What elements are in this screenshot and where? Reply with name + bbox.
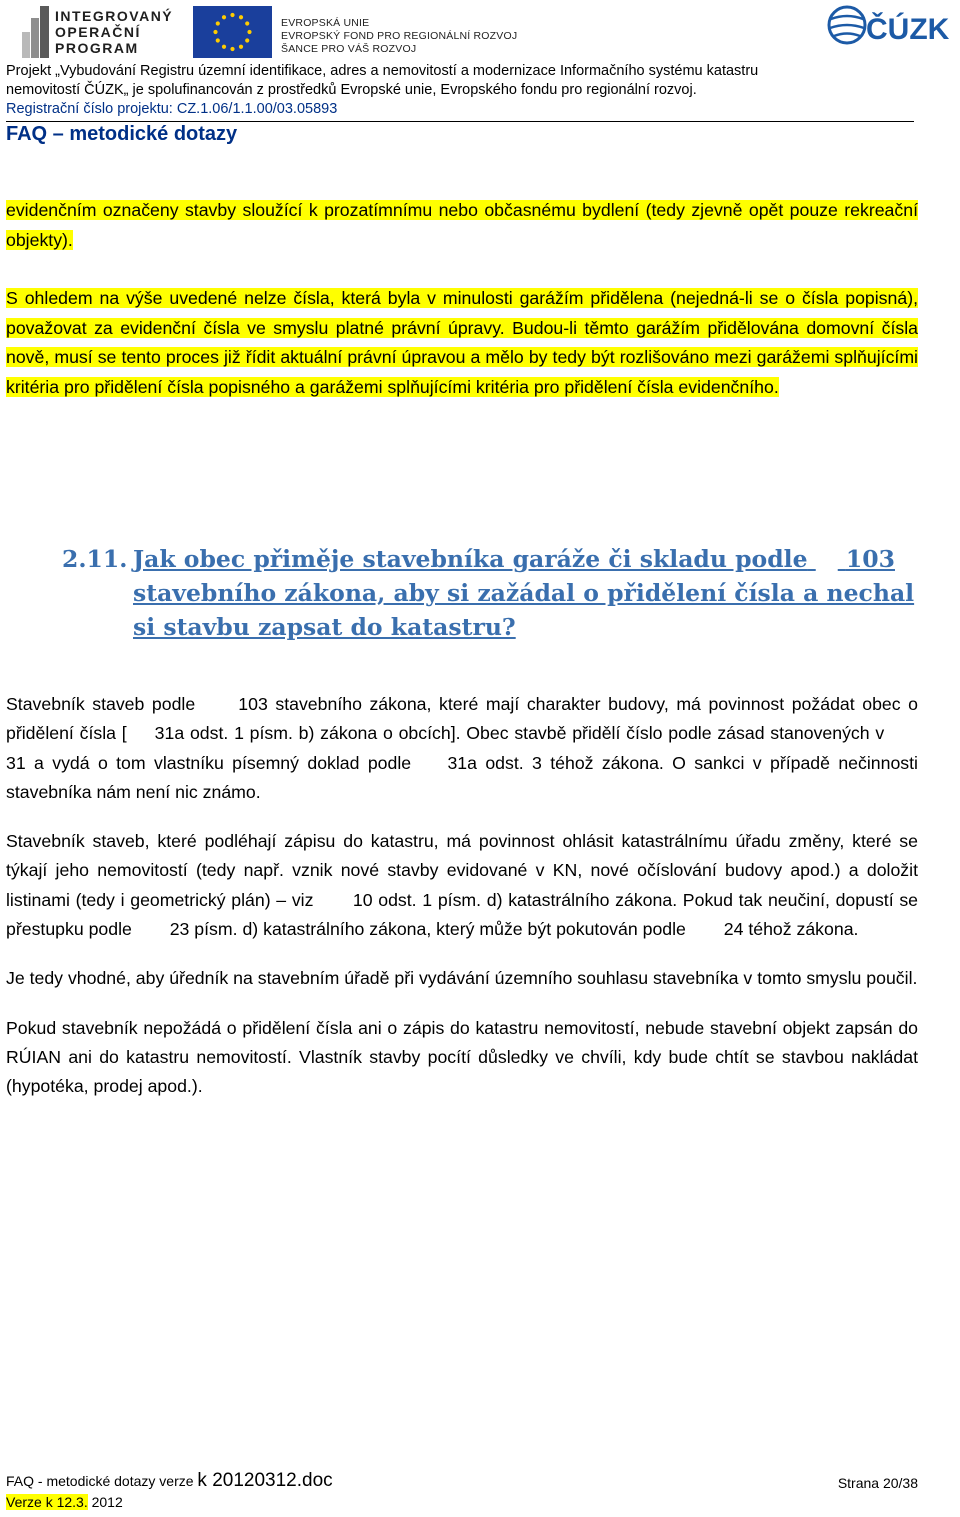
star-icon (247, 30, 251, 34)
project-line-2: nemovitostí ČÚZK„ je spolufinancován z prostředků Evropské unie, Evropského fondu pro regionální rozvoj. (6, 82, 697, 98)
footer-version: Verze k 12.3. 2012 (6, 1494, 123, 1510)
section-sign-icon (419, 749, 447, 778)
paragraph: Stavebník staveb podle 103 stavebního zákona, které mají charakter budovy, má povinnost požádat obec o přidělení čísla [ 31a odst. 1 písm. b) zákona o obcích]. Obec stavbě přidělí číslo podle zásad stanovených v 31 a vydá o tom vlastníku písemný doklad podle 31a odst. 3 téhož zákona. O sankci v případě nečinnosti stavebníka nám není nic známo. (6, 690, 918, 807)
eu-flag-icon (193, 6, 272, 58)
star-icon (222, 15, 226, 19)
star-icon (216, 21, 220, 25)
star-icon (230, 13, 234, 17)
footer-page-number: Strana 20/38 (837, 1475, 918, 1491)
section-heading (62, 542, 922, 644)
heading-text: Jak obec přiměje stavebníka garáže či skladu podle 103 stavebního zákona, aby si zažádal o přidělení čísla a nechal si stavbu zapsat do katastru? (133, 542, 922, 644)
section-sign-icon (127, 719, 155, 748)
section-sign-icon (890, 719, 918, 748)
project-info (6, 62, 758, 119)
header-divider (6, 121, 914, 122)
section-sign-icon (137, 915, 165, 944)
star-icon (216, 38, 220, 42)
highlighted-content (6, 196, 918, 402)
section-sign-icon (203, 690, 231, 719)
star-icon (245, 38, 249, 42)
section-sign-icon (319, 886, 347, 915)
iop-bars-icon (22, 6, 50, 58)
star-icon (239, 45, 243, 49)
paragraph: Je tedy vhodné, aby úředník na stavebním úřadě při vydávání územního souhlasu stavebníka v tomto smyslu poučil. (6, 968, 918, 989)
paragraph: Stavebník staveb, které podléhají zápisu do katastru, má povinnost ohlásit katastrálnímu úřadu změny, které se týkají jeho nemovitostí (tedy např. vznik nové stavby evidované v KN, nové očíslování budovy apod.) a doložit listinami (tedy i geometrický plán) – viz 10 odst. 1 písm. d) katastrálního zákona. Pokud tak neučiní, dopustí se přestupku podle 23 písm. d) katastrálního zákona, který může být pokutován podle 24 téhož zákona. (6, 827, 918, 944)
highlighted-text: evidenčním označeny stavby sloužící k prozatímnímu nebo občasnému bydlení (tedy zjevně opět pouze rekreační objekty). (6, 200, 918, 250)
section-title: FAQ – metodické dotazy (6, 123, 238, 145)
cuzk-logo-text: ČÚZK (866, 13, 950, 46)
star-icon (245, 21, 249, 25)
registration-number: Registrační číslo projektu: CZ.1.06/1.1.00/03.05893 (6, 101, 338, 117)
paragraph (6, 284, 918, 402)
iop-logo (22, 6, 173, 58)
star-icon (230, 47, 234, 51)
section-sign-icon (816, 542, 838, 576)
body-text (6, 690, 918, 1122)
heading-number: 2.11. (62, 545, 128, 573)
logo-bar (0, 0, 960, 62)
project-line-1: Projekt „Vybudování Registru územní identifikace, adres a nemovitostí a modernizace Informačního systému katastru (6, 63, 759, 79)
cuzk-logo (826, 4, 954, 46)
star-icon (213, 30, 217, 34)
highlighted-text: S ohledem na výše uvedené nelze čísla, která byla v minulosti garážím přidělena (nejedná-li se o čísla popisná), považovat za evidenční čísla ve smyslu platné právní úpravy. Budou-li těmto garážím přidělována domovní čísla nově, musí se tento proces již řídit aktuální právní úpravou a mělo by tedy být rozlišováno mezi garážemi splňujícími kritéria pro přidělení čísla popisného a garážemi splňujícími kritéria pro přidělení čísla evidenčního. (6, 288, 918, 397)
iop-logo-text: INTEGROVANÝ OPERAČNÍ PROGRAM (55, 8, 174, 56)
paragraph: Pokud stavebník nepožádá o přidělení čísla ani o zápis do katastru nemovitostí, nebude stavební objekt zapsán do RÚIAN ani do katastru nemovitostí. Vlastník stavby pocítí důsledky ve chvíli, kdy bude chtít se stavbou nakládat (hypotéka, prodej apod.). (6, 1017, 918, 1097)
eu-logo-text: EVROPSKÁ UNIE EVROPSKÝ FOND PRO REGIONÁLNÍ ROZVOJ ŠANCE PRO VÁŠ ROZVOJ (281, 17, 518, 55)
star-icon (222, 45, 226, 49)
star-icon (239, 15, 243, 19)
paragraph (6, 196, 918, 255)
footer-document-name: FAQ - metodické dotazy verze k 20120312.doc (6, 1470, 333, 1491)
section-sign-icon (691, 915, 719, 944)
